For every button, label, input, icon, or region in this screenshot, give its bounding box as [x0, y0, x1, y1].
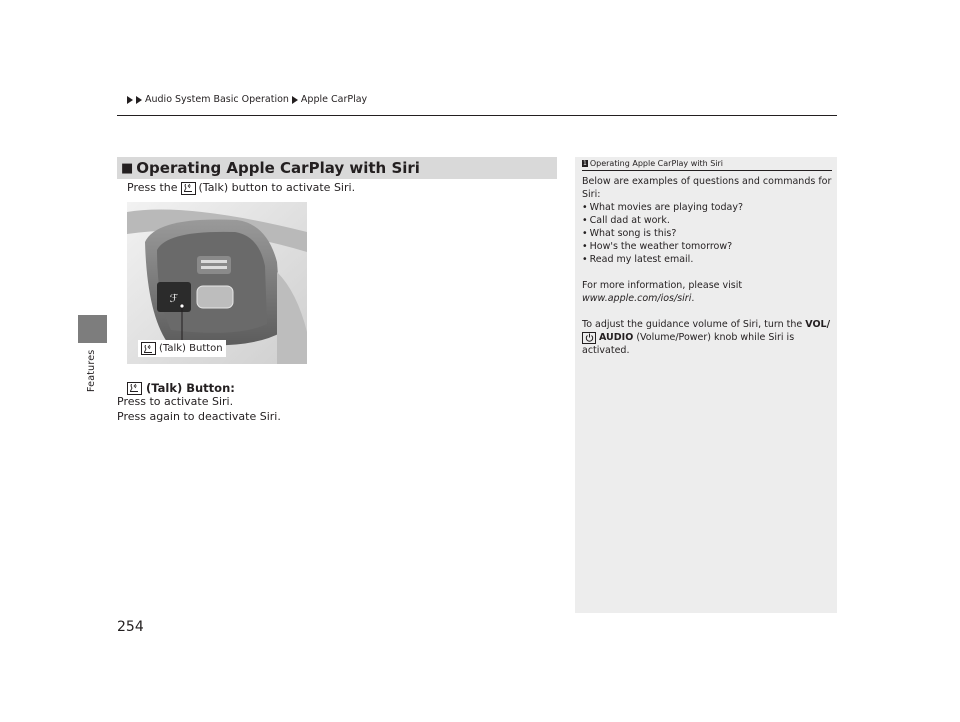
vol-label: VOL/	[805, 319, 831, 330]
list-item: • What movies are playing today?	[582, 201, 834, 214]
side-label: Features	[86, 349, 97, 392]
talk-heading-text: (Talk) Button:	[146, 381, 235, 395]
adjust-after: (Volume/Power) knob while Siri is activated.	[582, 332, 795, 356]
breadcrumb	[127, 94, 367, 105]
intro-line	[127, 181, 355, 195]
arrow-right-icon	[292, 96, 298, 104]
power-icon	[582, 332, 596, 344]
adjust-text-2	[582, 331, 834, 357]
talk-icon	[181, 182, 196, 195]
adjust-before: To adjust the guidance volume of Siri, turn the	[582, 319, 803, 330]
notes-more-info: For more information, please visit	[582, 280, 743, 291]
breadcrumb-level-2[interactable]: Apple CarPlay	[300, 94, 368, 105]
arrow-right-icon	[136, 96, 142, 104]
notes-heading	[582, 159, 832, 171]
intro-before: Press the	[127, 181, 178, 194]
note-number: 1	[583, 160, 587, 167]
adjust-text	[582, 318, 834, 331]
list-item: • What song is this?	[582, 227, 834, 240]
notes-body	[582, 175, 834, 357]
url-suffix: .	[691, 293, 695, 304]
audio-label: AUDIO	[599, 332, 634, 343]
side-tab-marker	[78, 315, 107, 343]
section-title: Operating Apple CarPlay with Siri	[136, 159, 420, 177]
intro-after: (Talk) button to activate Siri.	[198, 181, 356, 194]
callout-label: (Talk) Button	[159, 343, 223, 354]
arrow-right-icon	[127, 96, 133, 104]
talk-line-2: Press again to deactivate Siri.	[117, 409, 281, 423]
header-divider	[117, 115, 837, 116]
figure-callout	[138, 340, 226, 357]
list-item: • How's the weather tomorrow?	[582, 240, 834, 253]
breadcrumb-level-1[interactable]: Audio System Basic Operation	[145, 94, 289, 105]
list-item: • Read my latest email.	[582, 253, 834, 266]
talk-description	[117, 395, 281, 424]
notes-heading-text: Operating Apple CarPlay with Siri	[589, 159, 724, 168]
talk-heading	[127, 381, 235, 395]
notes-intro: Below are examples of questions and commands for Siri:	[582, 176, 832, 200]
list-item: • Call dad at work.	[582, 214, 834, 227]
page-number: 254	[117, 619, 144, 635]
notes-panel	[575, 157, 837, 613]
section-square-icon: ■	[121, 160, 134, 176]
talk-line-1: Press to activate Siri.	[117, 395, 234, 408]
svg-text:ℱ: ℱ	[169, 292, 179, 305]
siri-link[interactable]: www.apple.com/ios/siri	[582, 293, 692, 304]
talk-icon	[127, 382, 142, 395]
section-heading-bar	[117, 157, 557, 179]
talk-icon	[141, 342, 156, 355]
